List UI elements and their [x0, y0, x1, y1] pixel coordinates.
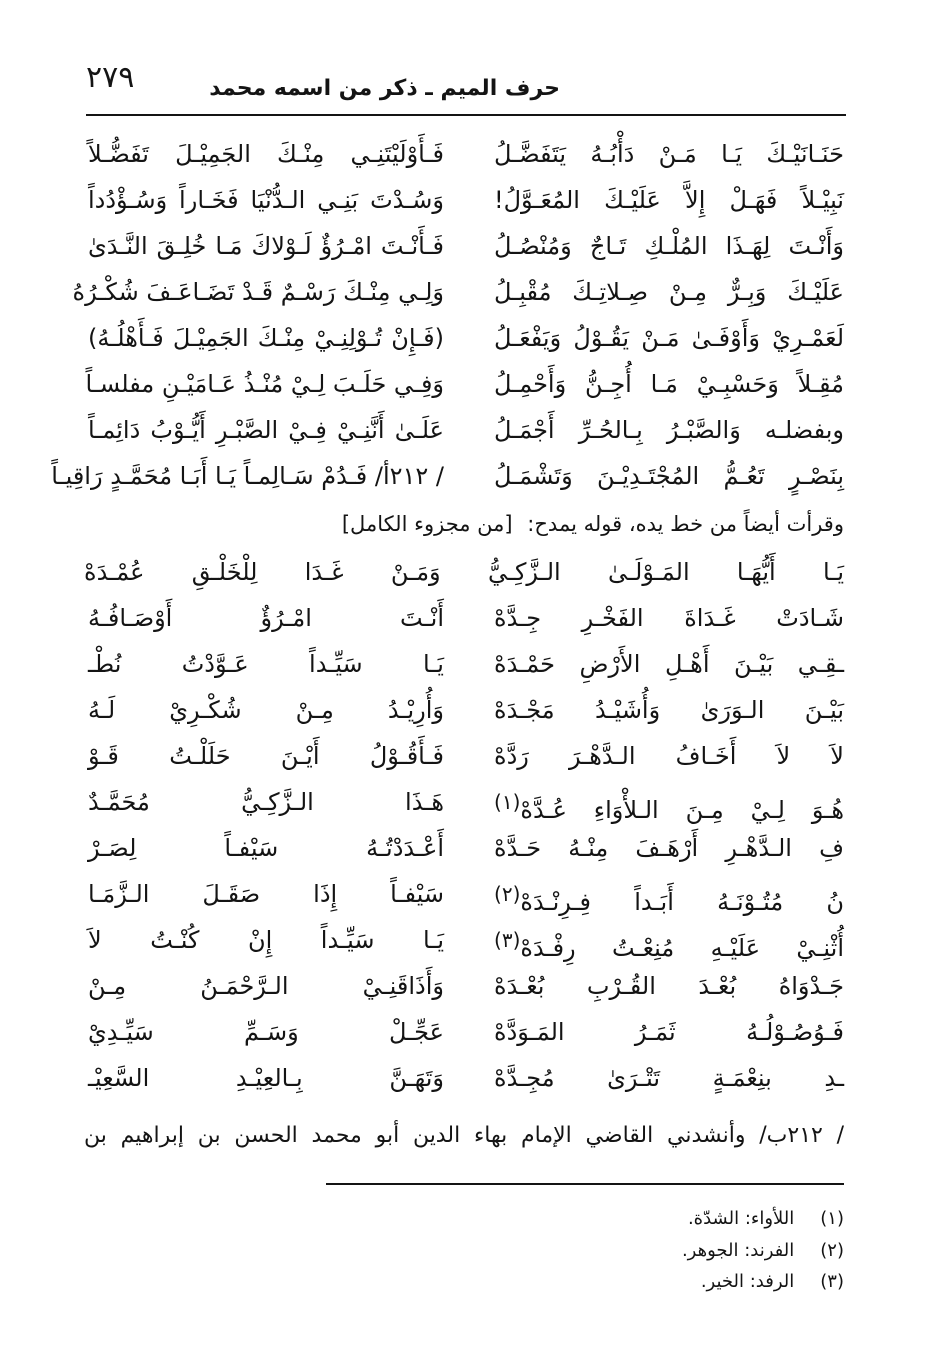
footnote-2-number: (٢) — [820, 1240, 844, 1261]
poem2-verse-6-first: أَعْـدَدْتُـهُ سَيْفـاً لِصَـرْ — [88, 834, 444, 862]
meter-label: [من مجزوء الكامل] — [341, 512, 513, 536]
poem2-opening-verse: يَـا أَيُّهَـا المَـوْلَـىٰ الـزَّكِـيُّ وَمَـنْ غَـدَا لِلْخَلْـقِ عُمْـدَهْ — [84, 558, 844, 586]
poem2-verse-10-first: عَجِّـلْ وَسَـمِّ سَيِّـدِيْ — [88, 1018, 444, 1046]
poem1-verse-3-first: فَـأَنْـتَ امْـرُؤٌ لَـوْلاكَ مَـا خُلِـقَ النَّـدَىٰ — [88, 232, 444, 260]
poem1-verse-4-second: عَلَيْـكَ وَبِـرٌّ مِـنْ صِـلاتِـكَ مُقْبِـلُ — [494, 278, 844, 306]
footnote-1-number: (١) — [820, 1208, 844, 1229]
poem1-verse-8-second: بِنَصْـرٍ تَعُـمُّ المُجْتَـدِيْـنَ وَتَشْمَـلُ — [494, 462, 844, 490]
poem1-verse-8-first: / ٢١٢أ/ فَـدُمْ سَـالِمـاً يَـا أَبَـا مُحَمَّـدٍ رَاقِيـاً — [51, 462, 444, 490]
poem2-verse-2-second: ـقِـي بَيْـنَ أَهْـلِ الأَرْضِ حَمْـدَهْ — [494, 650, 844, 678]
footnote-3-text: الرفد: الخير. — [700, 1271, 795, 1292]
poem2-verse-2-first: يَـا سَيِّـداً عَـوَّدْتُ نُطْـ — [88, 650, 444, 678]
poem2-verse-8-first: يَـا سَيِّـداً إِنْ كُنْـتُ لاَ — [88, 926, 444, 954]
poem1-verse-4-first: وَلِـي مِنْـكَ رَسْـمٌ قَـدْ تَضَـاعَـفَ شُكْـرُهُ — [72, 278, 444, 306]
poem2-verse-6-second: فِ الـدَّهْـرِ أَرْهَـفَ مِنْـهُ حَـدَّهْ — [494, 834, 844, 862]
footnote-mark-1: (١) — [494, 790, 521, 814]
poem2-verse-8-second — [494, 920, 844, 960]
poem2-verse-9-first: وَأَذَاقَنِـيْ الـرَّحْمَـنُ مِـنْ — [88, 972, 444, 1000]
poem2-verse-3-first: وَأُرِيْـدُ مِـنْ شُكْـرِيْ لَـهُ — [88, 696, 444, 724]
poem1-verse-6-first: وَفِـي حَلَـبَ لِـيْ مُنْـذُ عَـامَيْـنِ مفلسـاً — [85, 370, 444, 398]
poem2-verse-8-second-text: أُثْنِـيْ عَلَيْـهِ مُنِعْـتُ رِفْـدَهْ — [520, 934, 844, 962]
page-number: ٢٧٩ — [86, 60, 135, 95]
running-header: حرف الميم ـ ذكر من اسمه محمد — [209, 76, 560, 101]
poem2-verse-4-second: لاَ لاَ أَخَـافُ الـدَّهْـرَ رَدَّهْ — [494, 742, 844, 770]
poem2-verse-3-second: بَيْـنَ الـوَرَىٰ وَأُشَيْـدُ مَجْـدَهْ — [494, 696, 844, 724]
intro-line — [84, 506, 844, 542]
poem1-verse-2-second: نَبِيْـلاً فَهَـلْ إِلاَّ عَلَيْـكَ المُعَـوَّلُ! — [494, 186, 844, 214]
poem2-verse-1-first: أَنْـتَ امْـرُؤٌ أَوْصَـافُـهُ — [88, 604, 444, 632]
footnote-2 — [344, 1236, 844, 1266]
prose-line: / ٢١٢ب/ وأنشدني القاضي الإمام بهاء الدين أبو محمد الحسن بن إبراهيم بن — [84, 1123, 845, 1148]
poem2-verse-9-second: جَـدْوَاهُ بُعْـدَ القُـرْبِ بُعْـدَهْ — [494, 972, 844, 1000]
footnote-rule — [326, 1183, 844, 1185]
footnote-1-text: اللأواء: الشدّة. — [687, 1208, 795, 1229]
intro-text: وقرأت أيضاً من خط يده، قوله يمدح: — [527, 512, 844, 536]
poem2-verse-10-second: فَـوُصُـوْلُـهُ ثَمَـرُ المَـوَدَّهْ — [494, 1018, 844, 1046]
footnote-3 — [344, 1267, 844, 1297]
poem1-verse-3-second: وَأَنْـتَ لِهَـذَا المُلْـكِ تَـاجٌ وَمُنْصُـلُ — [494, 232, 844, 260]
poem2-verse-7-second — [494, 874, 844, 914]
poem1-verse-1-first: فَـأَوْلَيْتَنِـي مِنْـكَ الجَمِيْـلَ تَفَضُّـلاً — [88, 140, 444, 168]
footnote-1 — [344, 1204, 844, 1234]
footnote-2-text: الفرند: الجوهر. — [681, 1240, 795, 1261]
footnote-mark-3: (٣) — [494, 928, 521, 952]
poem1-verse-1-second: حَنَـانَيْـكَ يَـا مَـنْ دَأْبُـهُ يَتَفَضَّـلُ — [494, 140, 844, 168]
footnote-3-number: (٣) — [820, 1271, 844, 1292]
poem1-verse-5-first: (فَـإِنْ تُـوْلِنِـيْ مِنْـكَ الجَمِيْـلَ فَـأَهْلُـهُ) — [88, 324, 444, 352]
footnote-mark-2: (٢) — [494, 882, 521, 906]
poem2-verse-5-first: هَـذَا الـزَّكِـيُّ مُحَمَّـدٌ — [88, 788, 444, 816]
poem1-verse-6-second: مُقِـلاً وَحَسْبِـيْ مَـا أُجِـنُّ وَأَحْمِـلُ — [494, 370, 844, 398]
poem2-verse-7-first: سَيْفـاً إِذَا صَقَـلَ الـزَّمَـا — [88, 880, 444, 908]
poem1-verse-7-second: وبفضلـه وَالصَّبْـرُ بِـالحُـرِّ أَجْمَـلُ — [494, 416, 844, 444]
poem1-verse-7-first: عَلَـىٰ أَنَّنِـيْ فِـيْ الصَّبْـرِ أَيُّـوْبُ دَائِمـاً — [88, 416, 444, 444]
poem1-verse-5-second: لَعَمْـرِيْ وَأَوْفَـىٰ مَـنْ يَقُـوْلُ وَيَفْعَـلُ — [494, 324, 844, 352]
poem2-verse-5-second — [494, 782, 844, 822]
poem2-verse-7-second-text: نُ مُتُـوْنَـهُ أَبَـداً فِـرِنْـدَهْ — [520, 888, 844, 916]
poem2-verse-11-second: ـدِ بنِعْمَـةٍ تَتْـرَىٰ مُجِـدَّهْ — [494, 1064, 844, 1092]
poem2-verse-5-second-text: هُـوَ لِـيْ مِـنَ الـلأْوَاءِ عُـدَّهْ — [520, 796, 844, 824]
header-rule — [86, 114, 846, 116]
poem2-verse-11-first: وَتَهَـنَّ بِـالعِيْـدِ السَّعِيْـ — [88, 1064, 444, 1092]
poem2-verse-1-second: شَـادَتْ غَـدَاةَ الفَخْـرِ جِـدَّهْ — [494, 604, 844, 632]
poem2-verse-4-first: فَـأَقُـوْلُ أَيْـنَ حَلَلْـتُ قَـوْ — [88, 742, 444, 770]
poem1-verse-2-first: وَسُـدْتَ بَنِـي الـدُّنْيَا فَخَـاراً وَسُـؤْدُداً — [88, 186, 444, 214]
